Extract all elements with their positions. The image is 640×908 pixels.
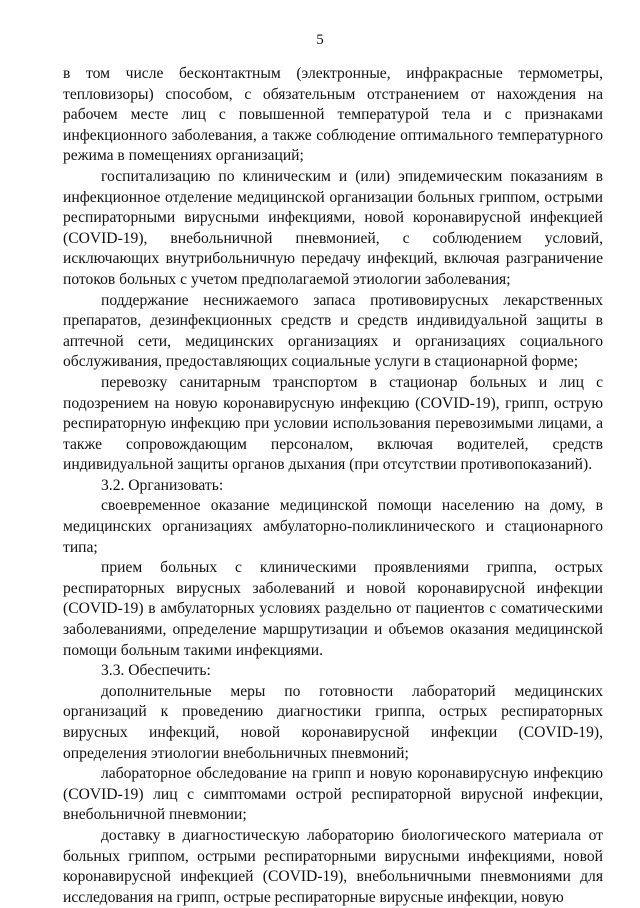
section-heading-3-2: 3.2. Организовать: (101, 476, 224, 494)
paragraph-patient-reception: прием больных с клиническими проявлениями гриппа, острых респираторных вирусных заболеваний и новой коронавирусной инфекции (COVID-19) в амбулаторных условиях раздельно от пациентов с соматическими заболеваниями, определение маршрутизации и объемов оказания медицинской помощи больным такими инфекциями. (63, 559, 603, 659)
paragraph-transport: перевозку санитарным транспортом в стационар больных и лиц с подозрением на новую коронавирусную инфекцию (COVID-19), грипп, острую респираторную инфекцию при условии использования перевозимыми лицами, а также сопровождающим персоналом, включая водителей, средств индивидуальной защиты органов дыхания (при отсутствии противопоказаний). (63, 373, 603, 474)
paragraph-timely-care: своевременное оказание медицинской помощи населению на дому, в медицинских организациях амбулаторно-поликлинического и стационарного типа; (63, 497, 603, 556)
paragraph-temperature-control: в том числе бесконтактным (электронные, инфракрасные термометры, тепловизоры) способом, с обязательным отстранением от нахождения на рабочем месте лиц с повышенной температурой тела и с признаками инфекционного заболевания, а также соблюдение оптимального температурного режима в помещениях организаций; (63, 65, 603, 165)
document-body (63, 64, 603, 908)
paragraph-sample-delivery: доставку в диагностическую лабораторию биологического материала от больных гриппом, острыми респираторными вирусными инфекциями, новой коронавирусной инфекцией (COVID-19), внебольничными пневмониями для исследования на грипп, острые респираторные вирусные инфекции, новую (63, 826, 603, 906)
paragraph-antiviral-stock: поддержание неснижаемого запаса противовирусных лекарственных препаратов, дезинфекционных средств и средств индивидуальной защиты в аптечной сети, медицинских организациях и организациях социального обслуживания, предоставляющих социальные услуги в стационарной форме; (63, 291, 603, 371)
paragraph-lab-testing: лабораторное обследование на грипп и новую коронавирусную инфекцию (COVID-19) лиц с симптомами острой респираторной вирусной инфекции, внебольничной пневмонии; (63, 765, 603, 824)
page-number: 5 (316, 32, 324, 48)
section-heading-3-3: 3.3. Обеспечить: (101, 662, 211, 680)
paragraph-hospitalization: госпитализацию по клиническим и (или) эпидемическим показаниям в инфекционное отделение медицинской организации больных гриппом, острыми респираторными вирусными инфекциями, новой коронавирусной инфекцией (COVID-19), внебольничной пневмонией, с соблюдением условий, исключающих внутрибольничную передачу инфекций, включая разграничение потоков больных с учетом предполагаемой этиологии заболевания; (63, 167, 603, 288)
paragraph-lab-readiness: дополнительные меры по готовности лабораторий медицинских организаций к проведению диагностики гриппа, острых респираторных вирусных инфекций, новой коронавирусной инфекции (COVID-19), определения этиологии внебольничных пневмоний; (63, 682, 603, 762)
